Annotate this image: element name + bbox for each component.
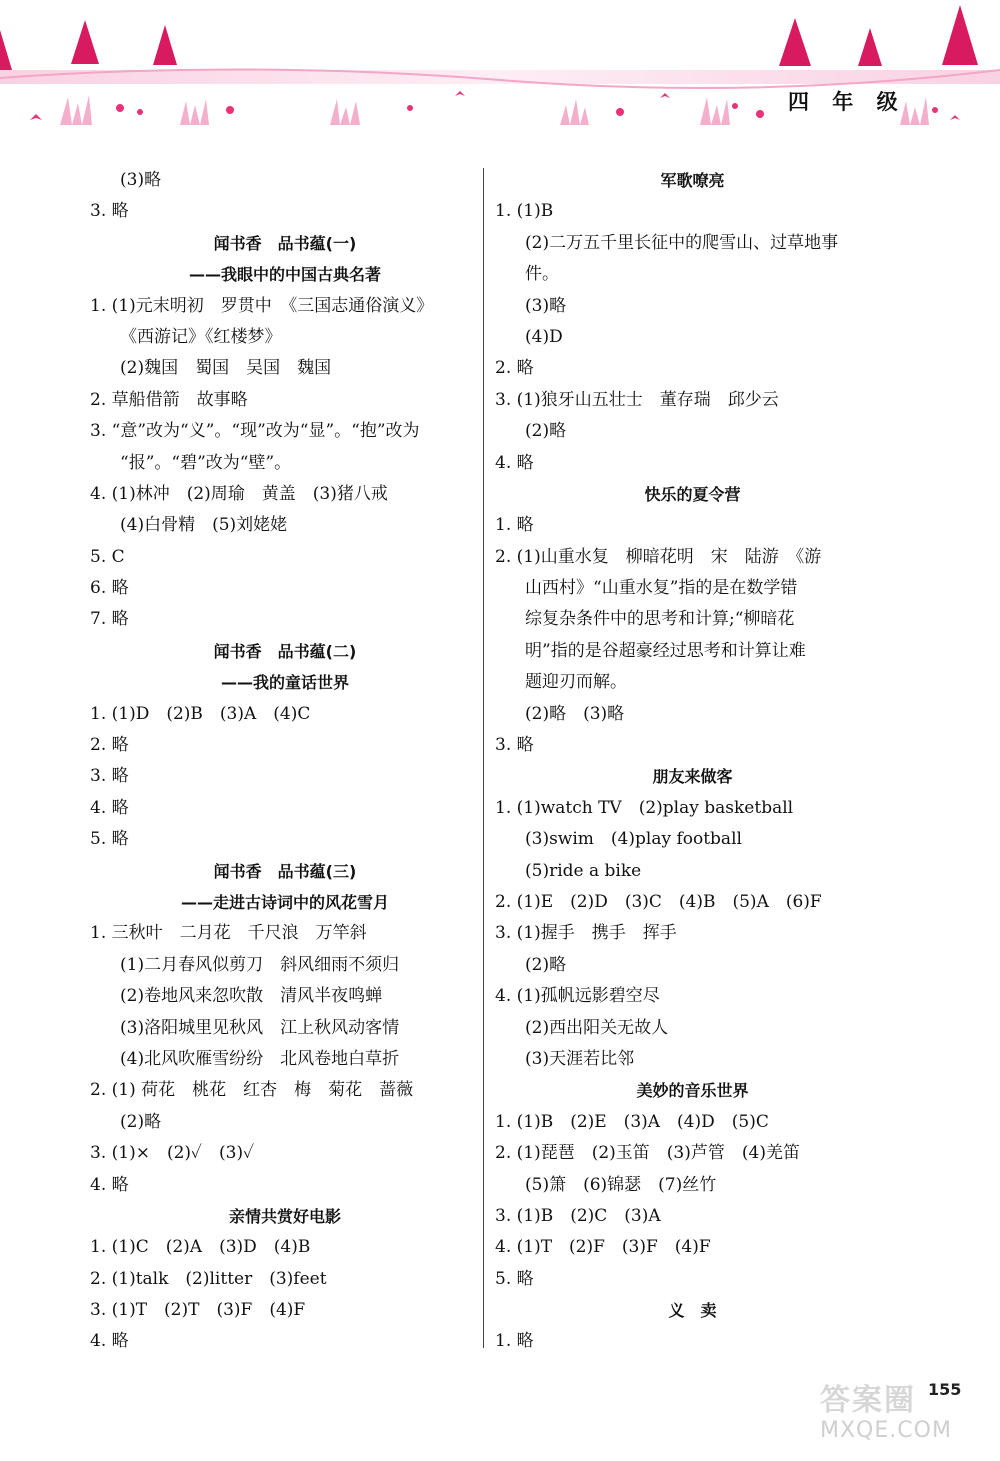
section-title: 闻书香 品书蕴(二): [213, 641, 357, 661]
answer-line: 1. (1)元末明初 罗贯中 《三国志通俗演义》: [90, 295, 434, 316]
page-number: 155: [928, 1380, 962, 1399]
answer-line: (4)白骨精 (5)刘姥姥: [120, 515, 288, 536]
answer-line: 2. (1)山重水复 柳暗花明 宋 陆游 《游: [495, 546, 822, 567]
answer-line: (1)二月春风似剪刀 斜风细雨不须归: [120, 954, 400, 975]
answer-line: 4. 略: [90, 797, 129, 818]
answer-line: “报”。“碧”改为“壁”。: [120, 452, 292, 473]
section-title: 朋友来做客: [652, 767, 733, 787]
answer-line: 题迎刃而解。: [525, 672, 627, 693]
answer-line: 3. (1)× (2)✓ (3)✓: [90, 1143, 255, 1164]
answer-line: 1. 略: [495, 1331, 534, 1352]
answer-line: (3)略: [525, 295, 567, 316]
section-title: 军歌嘹亮: [660, 171, 725, 190]
answer-line: (2)略: [525, 954, 567, 975]
column-divider: [483, 168, 484, 1348]
right-column: [495, 165, 890, 1358]
answer-line: 2. (1) 荷花 桃花 红杏 梅 菊花 蔷薇: [90, 1080, 414, 1101]
answer-line: 2. 略: [90, 735, 129, 756]
answer-line: 综复杂条件中的思考和计算;“柳暗花: [525, 609, 795, 630]
answer-line: 4. (1)林冲 (2)周瑜 黄盖 (3)猪八戒: [90, 483, 388, 504]
section-title: ——我眼中的中国古典名著: [188, 265, 381, 285]
answer-line: 5. 略: [495, 1268, 534, 1289]
answer-line: 7. 略: [90, 609, 129, 630]
watermark-url: MXQE.COM: [820, 1418, 952, 1443]
answer-line: 3. 略: [90, 201, 129, 222]
answer-line: (2)魏国 蜀国 吴国 魏国: [120, 358, 332, 379]
answer-line: (3)天涯若比邻: [525, 1048, 635, 1069]
answer-line: 3. (1)握手 携手 挥手: [495, 923, 677, 944]
page-header: [0, 0, 1000, 140]
answer-line: (4)北风吹雁雪纷纷 北风卷地白草折: [120, 1048, 400, 1069]
section-title: ——走进古诗词中的风花雪月: [180, 892, 389, 912]
left-column: [90, 165, 480, 1358]
answer-line: 3. (1)B (2)C (3)A: [495, 1205, 661, 1226]
answer-line: (2)二万五千里长征中的爬雪山、过草地事: [525, 232, 839, 253]
watermark-logo: 答案圈: [820, 1383, 916, 1418]
answer-line: 4. 略: [90, 1174, 129, 1195]
section-title: ——我的童话世界: [220, 673, 349, 693]
answer-line: 3. 略: [90, 766, 129, 787]
section-title: 义 卖: [668, 1301, 717, 1321]
grade-label: 四 年 级: [788, 90, 906, 114]
floral-banner: [0, 0, 1000, 140]
answer-line: (3)略: [120, 170, 162, 190]
answer-line: 4. 略: [495, 452, 534, 473]
answer-line: 1. (1)B (2)E (3)A (4)D (5)C: [495, 1111, 769, 1132]
answer-line: 3. (1)狼牙山五壮士 董存瑞 邱少云: [495, 389, 779, 410]
answer-line: 明”指的是谷超豪经过思考和计算让难: [525, 640, 806, 661]
answer-line: 5. C: [90, 546, 125, 567]
answer-line: 2. (1)E (2)D (3)C (4)B (5)A (6)F: [495, 891, 822, 912]
answer-line: 6. 略: [90, 578, 129, 599]
section-title: 闻书香 品书蕴(三): [213, 861, 357, 881]
answer-line: 1. (1)B: [495, 201, 554, 222]
answer-line: 件。: [525, 264, 559, 285]
answer-line: 2. 略: [495, 358, 534, 379]
answer-line: 1. 三秋叶 二月花 千尺浪 万竿斜: [90, 923, 367, 944]
answer-line: (3)洛阳城里见秋风 江上秋风动客情: [120, 1017, 400, 1038]
answer-line: (2)略: [525, 421, 567, 442]
answer-line: 《西游记》《红楼梦》: [120, 326, 282, 347]
section-title: 亲情共赏好电影: [228, 1206, 341, 1226]
answer-line: (5)ride a bike: [525, 860, 642, 881]
answer-line: 1. 略: [495, 515, 534, 536]
answer-line: (2)略: [120, 1111, 162, 1132]
answer-line: 2. (1)talk (2)litter (3)feet: [90, 1268, 327, 1289]
answer-line: 3. “意”改为“义”。“现”改为“显”。“抱”改为: [90, 421, 420, 442]
section-title: 美妙的音乐世界: [636, 1081, 749, 1101]
answer-line: 3. (1)T (2)T (3)F (4)F: [90, 1300, 306, 1321]
answer-line: 2. 草船借箭 故事略: [90, 389, 248, 410]
answer-line: 山西村》“山重水复”指的是在数学错: [525, 578, 798, 599]
answer-line: 1. (1)D (2)B (3)A (4)C: [90, 703, 311, 724]
answer-line: (3)swim (4)play football: [525, 829, 742, 850]
answer-line: 4. (1)孤帆远影碧空尽: [495, 986, 660, 1007]
answer-line: (2)卷地风来忽吹散 清风半夜鸣蝉: [120, 986, 383, 1007]
answer-line: (2)略 (3)略: [525, 703, 625, 724]
answer-line: (5)箫 (6)锦瑟 (7)丝竹: [525, 1174, 717, 1195]
answer-line: 1. (1)watch TV (2)play basketball: [495, 797, 794, 818]
section-title: 快乐的夏令营: [644, 484, 741, 504]
answer-line: 1. (1)C (2)A (3)D (4)B: [90, 1237, 311, 1258]
answer-line: 3. 略: [495, 735, 534, 756]
section-title: 闻书香 品书蕴(一): [213, 233, 357, 253]
answer-line: 5. 略: [90, 829, 129, 850]
answer-line: (4)D: [525, 326, 563, 347]
answer-line: 4. (1)T (2)F (3)F (4)F: [495, 1237, 711, 1258]
answer-line: (2)西出阳关无故人: [525, 1017, 669, 1038]
answer-line: 4. 略: [90, 1331, 129, 1352]
answer-line: 2. (1)琵琶 (2)玉笛 (3)芦管 (4)羌笛: [495, 1143, 800, 1164]
